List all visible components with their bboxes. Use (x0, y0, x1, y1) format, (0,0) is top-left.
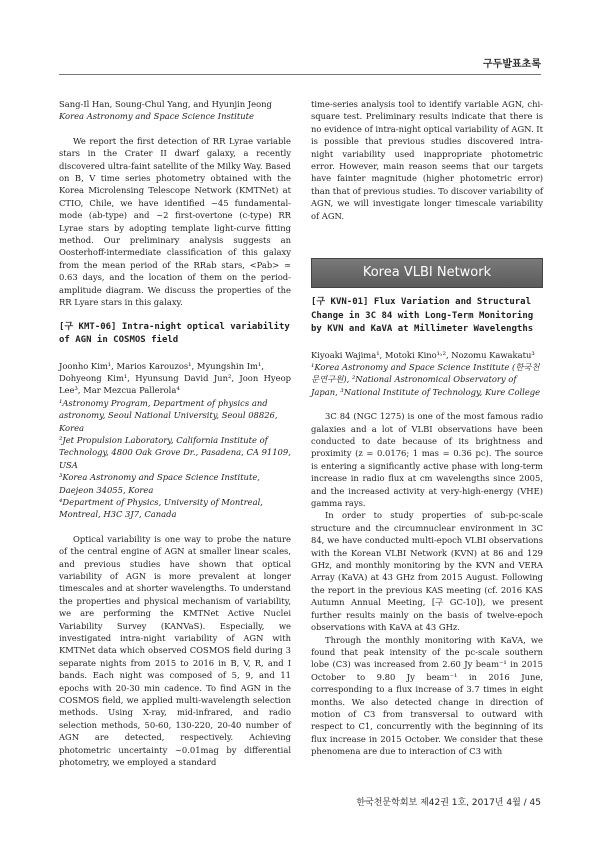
abstract-2: Optical variability is one way to probe the nature of the central engine of AGN at smaller linear scales, and previous studies have shown that optical variability of AGN is more prevalent at longer timescales and at shorter wavelengths. To understand the properties and physical mechanism of variability, we are performing the KMTNet Active Nuclei Variability Survey (KANVaS). Especially, we investigated intra-night variability of AGN with KMTNet data which observed COSMOS field during 3 separate nights from 2015 to 2016 in B, V, R, and I bands. Each night was composed of 5, 9, and 11 epochs with 20-30 min cadence. To find AGN in the COSMOS field, we applied multi-wavelength selection methods. Using X-ray, mid-infrared, and radio selection methods, 50-60, 130-220, 20-40 number of AGN are detected, respectively. Achieving photometric uncertainty ~0.01mag by differential photometry, we employed a standard (59, 533, 291, 768)
abstract-3-p1: 3C 84 (NGC 1275) is one of the most famous radio galaxies and a lot of VLBI observations have been conducted to date because of its brightness and proximity (z = 0.0176; 1 mas = 0.36 pc). The source is entering a significantly active phase with long-term increase in radio flux at cm wavelengths since 2005, and the increased activity at very-high-energy (VHE) gamma rays. (311, 411, 543, 509)
abstract-3-p3: Through the monthly monitoring with KaVA, we found that peak intensity of the pc-scale southern lobe (C3) was increased from 2.60 Jy beam⁻¹ in 2015 October to 9.80 Jy beam⁻¹ in 2016 June, corresponding to a flux increase of 3.7 times in eight months. We also detected change in direction of motion of C3 from transversal to outward with respect to C1, concurrently with the beginning of its flux increase in 2015 October. We consider that these phenomena are due to interaction of C3 with (311, 634, 543, 757)
section-title: 구두발표초록 (483, 59, 541, 70)
abstract-3-p2: In order to study properties of sub-pc-scale structure and the circumnuclear environment in 3C 84, we have conducted multi-epoch VLBI observations with the Korean VLBI Network (KVN) at 86 and 129 GHz, and monthly monitoring by the KVN and VERA Array (KaVA) at 43 GHz from 2015 August. Following the report in the previous KAS meeting (cf. 2016 KAS Autumn Annual Meeting, [구 GC-10]), we present further results mainly on the basis of twelve-epoch observations with KaVA at 43 GHz. (311, 510, 543, 633)
affiliation-2d: ⁴Department of Physics, University of Montreal, Montreal, H3C 3J7, Canada (59, 496, 263, 520)
authors-3: Kiyoaki Wajima¹, Motoki Kino¹˒², Nozomu Kawakatu³ (311, 349, 535, 360)
abstract-2-continued: time-series analysis tool to identify variable AGN, chi-square test. Preliminary results indicate that there is no evidence of intra-night optical variability of AGN. It is possible that previous studies discovered intra-night variability used inappropriate photometric error. However, main reason seems that our targets have fainter magnitude (higher photometric error) than that of previous studies. To discover variability of AGN, we will investigate longer timescale variability of AGN. (311, 99, 543, 221)
authors-1: Sang-Il Han, Soung-Chul Yang, and Hyunjin Jeong (59, 99, 272, 109)
affiliation-1: Korea Astronomy and Space Science Institute (59, 111, 254, 122)
section-banner: Korea VLBI Network (311, 258, 543, 288)
abstract-title-3: [구 KVN-01] Flux Variation and Structural Change in 3C 84 with Long-Term Monitoring by KVN and KaVA at Millimeter Wavelengths (311, 297, 534, 335)
abstract-1: We report the first detection of RR Lyrae variable stars in the Crater II dwarf galaxy, a recently discovered ultra-faint satellite of the Milky Way. Based on B, V time series photometry obtained with the Korea Microlensing Telescope Network (KMTNet) at CTIO, Chile, we have identified ~45 fundamental-mode (ab-type) and ~2 first-overtone (c-type) RR Lyrae stars by adopting template light-curve fitting method. Our preliminary analysis suggests an Oosterhoff-intermediate classification of this galaxy from the mean period of the RRab stars, <Pab> ≃ 0.63 days, and the location of them on the period-amplitude diagram. We discuss the properties of the RR Lyare stars in this galaxy. (59, 135, 291, 308)
authors-2-line2: Dohyeong Kim¹, Hyunsung David Jun², Joon Hyeop Lee³, Mar Mezcua Pallerola⁴ (59, 372, 291, 396)
page-footer: 한국천문학회보 제42권 1호, 2017년 4월 / 45 (356, 798, 541, 808)
authors-2-line1: Joonho Kim¹, Marios Karouzos¹, Myungshin Im¹, (59, 360, 265, 371)
left-column (59, 98, 291, 769)
right-column (311, 98, 543, 758)
affiliation-2c: ³Korea Astronomy and Space Science Institute, Daejeon 34055, Korea (59, 472, 260, 495)
page-header (0, 0, 600, 80)
affiliation-3: ¹Korea Astronomy and Space Science Institute (한국천문연구원), ²National Astronomical Observatory of Japan, ³National Institute of Technology, Kure College (311, 361, 541, 397)
header-rule (59, 74, 541, 75)
affiliation-2b: ²Jet Propulsion Laboratory, California Institute of Technology, 4800 Oak Grove Dr., Pasadena, CA 91109, USA (59, 434, 291, 470)
affiliation-2a: ¹Astronomy Program, Department of physics and astronomy, Seoul National University, Seoul 08826, Korea (59, 397, 278, 433)
abstract-title-2: [구 KMT-06] Intra-night optical variability of AGN in COSMOS field (59, 321, 290, 345)
